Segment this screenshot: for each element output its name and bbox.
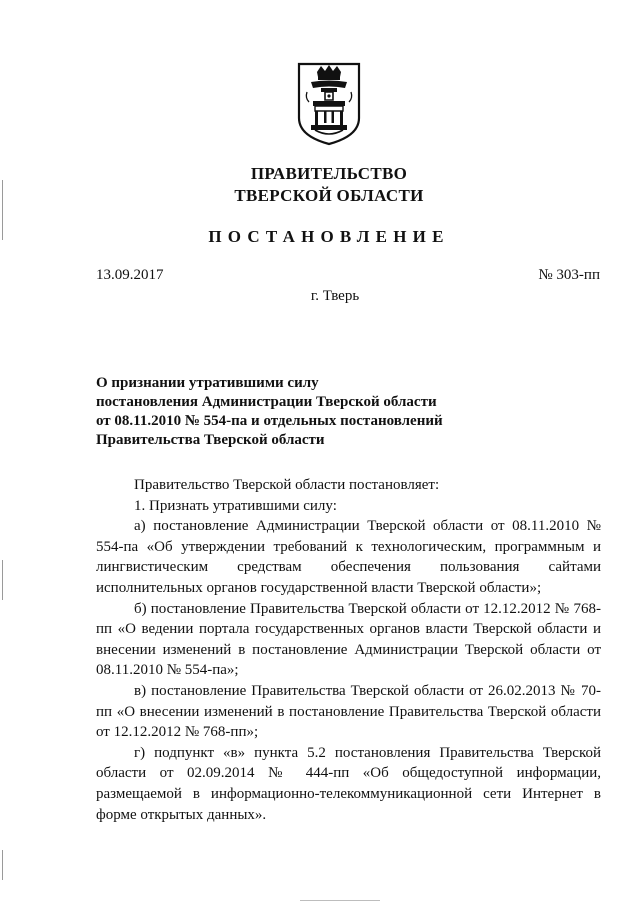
body-subitem-a: а) постановление Администрации Тверской области от 08.11.2010 № 554-па «Об утверждении требований к технологическим, программным и лингвистическим средствам обеспечения пользования сайтами исполнительных органов государственной власти Тверской области»; [96,518,601,596]
body-item-1: 1. Признать утратившими силу: [134,497,337,514]
document-type-title: ПОСТАНОВЛЕНИЕ [208,227,450,246]
government-title-line1: ПРАВИТЕЛЬСТВО [250,164,408,183]
body-subitem-v: в) постановление Правительства Тверской области от 26.02.2013 № 70-пп «О внесении изменений в постановление Правительства Тверской области от 12.12.2012 № 768-пп»; [96,682,601,741]
document-body [96,475,601,825]
subject-line: от 08.11.2010 № 554-па и отдельных постановлений [96,413,443,429]
government-title-line2: ТВЕРСКОЙ ОБЛАСТИ [234,186,424,205]
body-subitem-g: г) подпункт «в» пункта 5.2 постановления Правительства Тверской области от 02.09.2014 № 444-пп «Об общедоступной информации, размещаемой в информационно-телекоммуникационной сети Интернет в форме открытых данных». [96,744,601,823]
scan-edge-mark [2,850,3,880]
scan-bottom-mark [300,900,380,901]
scan-edge-mark [2,560,3,600]
document-number: № 303-пп [538,267,600,283]
document-subject [96,374,556,450]
body-subitem-b: б) постановление Правительства Тверской области от 12.12.2012 № 768-пп «О ведении портала государственных органов власти Тверской области и внесении изменений в постановление Администрации Тверской области от 08.11.2010 № 554-па»; [96,600,601,679]
document-date: 13.09.2017 [96,267,164,283]
subject-line: Правительства Тверской области [96,432,325,448]
scan-edge-mark [2,180,3,240]
subject-line: О признании утратившими силу [96,375,319,391]
document-city: г. Тверь [310,288,360,304]
body-intro: Правительство Тверской области постановляет: [134,477,440,493]
coat-of-arms-icon [297,62,361,146]
subject-line: постановления Администрации Тверской области [96,394,437,410]
